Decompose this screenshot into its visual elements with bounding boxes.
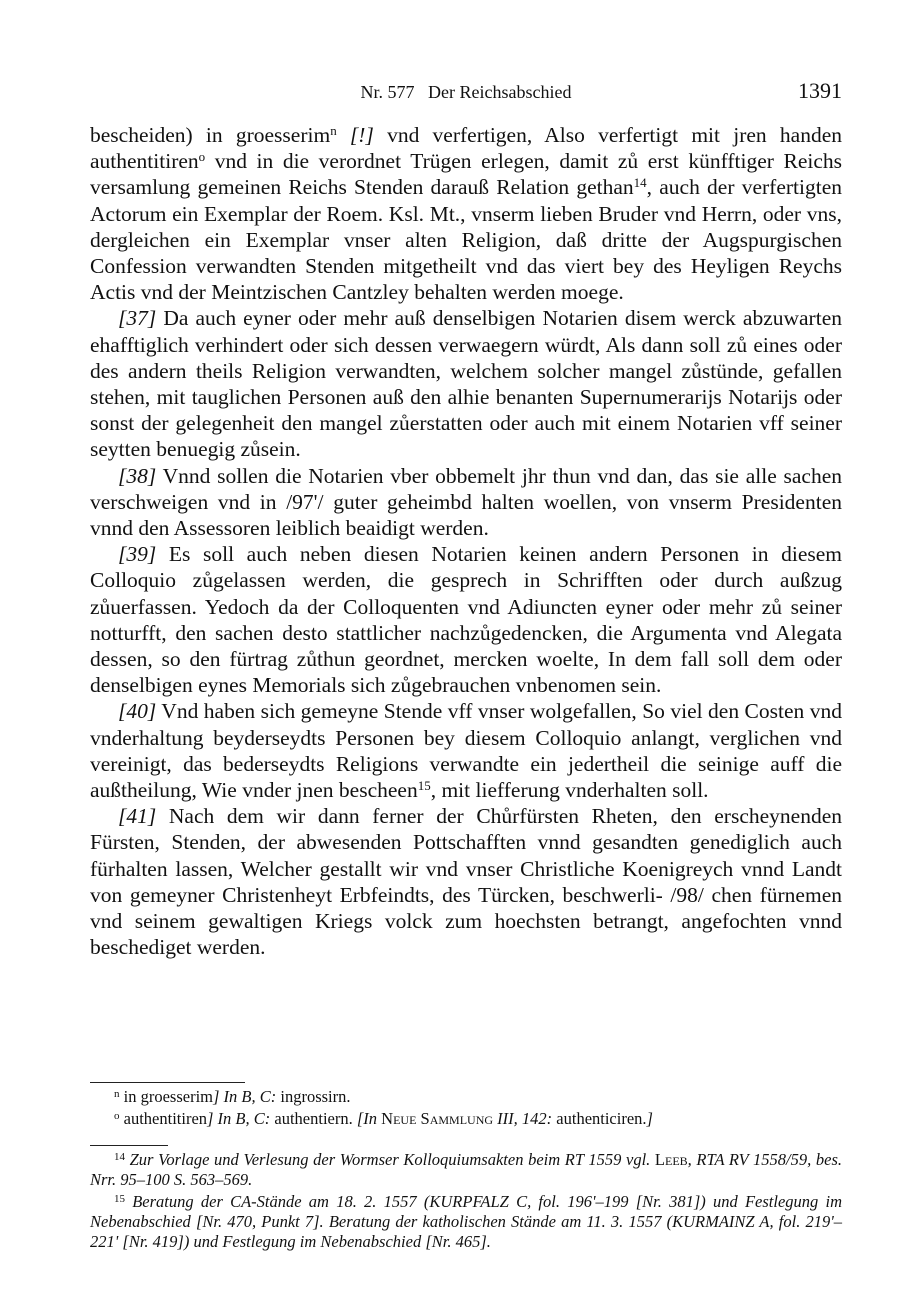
footnotes	[90, 1150, 842, 1254]
paragraph-40: [40] Vnd haben sich gemeyne Stende vff vnser wolgefallen, So viel den Costen vnd vnderhaltung beyderseydts Personen bey diesem Colloquio anlangt, verglichen vnd vereinigt, das bederseydts Religions verwandte ein jedertheil die seinige auff die außtheilung, Wie vnder jnen bescheen$^{15}$, mit liefferung vnderhalten soll.	[90, 699, 842, 803]
folio-marker: /98/	[670, 882, 704, 907]
paragraph-38: [38] Vnnd sollen die Notarien vber obbemelt jhr thun vnd dan, das sie alle sachen verschweigen vnd in /97'/ guter geheimbd halten woellen, von vnserm Presidenten vnnd den Assessoren leiblich beaidigt werden.	[90, 463, 842, 541]
paragraph-number: [38]	[118, 463, 157, 488]
footnote-mark-15: 15	[417, 778, 431, 794]
apparatus-mark-n: n	[330, 123, 337, 138]
footnote-rule	[90, 1145, 168, 1146]
page-number: 1391	[798, 78, 842, 103]
paragraph-number: [37]	[118, 306, 157, 331]
paragraph-41: [41] Nach dem wir dann ferner der Chůrfürsten Rheten, den erscheynenden Fürsten, Stenden, der abwesenden Pottschafften vnnd gesandten genediglich auch fürhalten lassen, Welcher gestallt wir vnd vnser Christliche Koenigreych vnnd Landt von gemeyner Christenheyt Erbfeindts, des Türcken, beschwerli- /98/ chen fürnemen vnd seinem gewaltigen Kriegs volck zum hoechsten betrangt, angefochten vnnd beschediget werden.	[90, 804, 842, 960]
footnote-15: $^{15}$ Beratung der CA-Stände am 18. 2. 1557 (KURPFALZ C, fol. 196'–199 [Nr. 381]) und Festlegung im Nebenabschied [Nr. 470, Punkt 7]. Beratung der katholischen Stände am 11. 3. 1557 (KURMAINZ A, fol. 219'–221' [Nr. 419]) und Festlegung im Nebenabschied [Nr. 465].	[90, 1192, 842, 1251]
running-title: Nr. 577 Der Reichsabschied	[360, 82, 572, 102]
running-head	[90, 78, 842, 108]
paragraph-39: [39] Es soll auch neben diesen Notarien keinen andern Personen in diesem Colloquio zůgelassen werden, die gesprech in Schrifften oder durch außzug zůuerfassen. Yedoch da der Colloquenten vnd Adiuncten eyner oder mehr zů seiner notturfft, den sachen desto stattlicher nachzůgedencken, die Argumenta vnd Alegata dessen, so den fürtrag zůthun geordnet, mercken woelte, In dem fall soll dem oder denselbigen eynes Memorials sich zůgebrauchen vnbenomen sein.	[90, 542, 842, 698]
paragraph-number: [39]	[118, 542, 157, 567]
paragraph-37: [37] Da auch eyner oder mehr auß denselbigen Notarien disem werck abzuwarten ehafftiglich verhindert oder sich dessen verwaegern würdt, Als dann soll zů eines oder des andern theils Religion verwandten, welchem solcher mangel zůstünde, gefallen stehen, mit tauglichen Personen auß den alhie benanten Supernumerarijs Notarijs oder sonst der gelegenheit den mangel zůerstatten oder auch mit einem Notarien vff seiner seytten benuegig zůsein.	[90, 306, 842, 462]
footnote-mark-14: 14	[633, 175, 647, 191]
apparatus-rule	[90, 1082, 245, 1083]
paragraph-number: [41]	[118, 804, 157, 829]
footnote-14: $^{14}$ Zur Vorlage und Verlesung der Wormser Kolloquiumsakten beim RT 1559 vgl. Leeb, RTA RV 1558/59, bes. Nrr. 95–100 S. 563–569.	[90, 1150, 842, 1189]
critical-apparatus	[90, 1087, 842, 1131]
apparatus-note-o: $^o$ authentitiren] In B, C: authentiern. [In Neue Sammlung III, 142: authenticiren.]	[114, 1109, 653, 1128]
paragraph-continuation: bescheiden) in groesserim$^n$ [!] vnd verfertigen, Also verfertigt mit jren handen authentitiren$^o$ vnd in die verordnet Trügen erlegen, damit zů erst künfftiger Reichs versamlung gemeinen Reichs Stenden darauß Relation gethan$^{14}$, auch der verfertigten Actorum ein Exemplar der Roem. Ksl. Mt., vnserm lieben Bruder vnd Herrn, oder vns, dergleichen ein Exemplar vnser alten Religion, daß dritte der Augspurgischen Confession verwandten Stenden mitgetheilt vnd das viert bey des Heyligen Reychs Actis vnd der Meintzischen Cantzley behalten werden moege.	[90, 123, 842, 305]
paragraph-number: [40]	[118, 699, 157, 724]
apparatus-note-n: $^n$ in groesserim] In B, C: ingrossirn.	[114, 1087, 351, 1106]
apparatus-mark-o: o	[198, 149, 206, 165]
folio-marker: /97'/	[286, 489, 324, 514]
main-text	[90, 122, 842, 961]
